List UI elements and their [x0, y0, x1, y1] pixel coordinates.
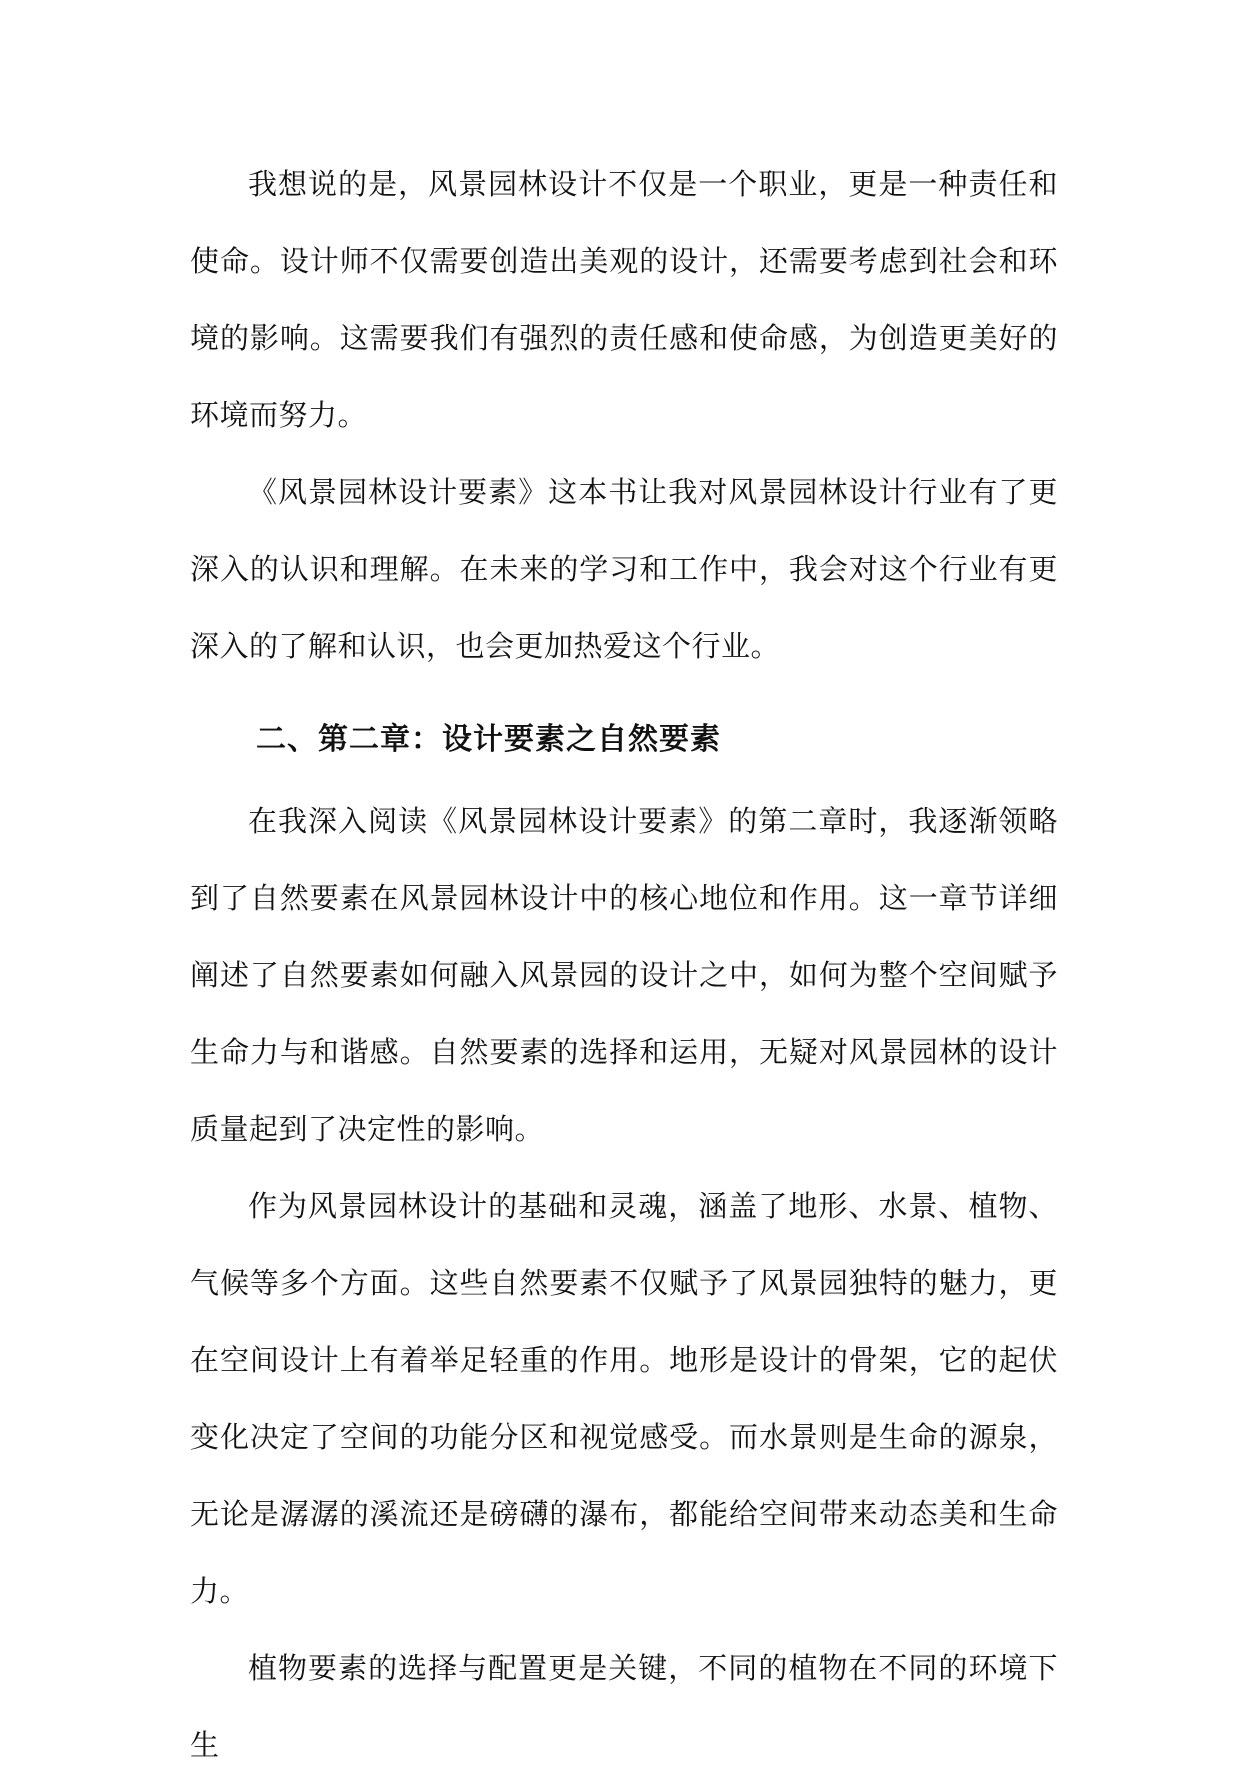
- section-heading: 二、第二章：设计要素之自然要素: [256, 722, 721, 757]
- paragraph-natural-elements: 作为风景园林设计的基础和灵魂，涵盖了地形、水景、植物、气候等多个方面。这些自然要素不仅赋予了风景园独特的魅力，更在空间设计上有着举足轻重的作用。地形是设计的骨架，它的起伏变化决定了空间的功能分区和视觉感受。而水景则是生命的源泉，无论是潺潺的溪流还是磅礴的瀑布，都能给空间带来动态美和生命力。: [190, 1189, 1058, 1608]
- paragraph-responsibility: 我想说的是，风景园林设计不仅是一个职业，更是一种责任和使命。设计师不仅需要创造出美观的设计，还需要考虑到社会和环境的影响。这需要我们有强烈的责任感和使命感，为创造更美好的环境而努力。: [190, 167, 1058, 432]
- paragraph-plant-elements: 植物要素的选择与配置更是关键，不同的植物在不同的环境下生: [190, 1651, 1058, 1762]
- paragraph-book-reflection: 《风景园林设计要素》这本书让我对风景园林设计行业有了更深入的认识和理解。在未来的学习和工作中，我会对这个行业有更深入的了解和认识，也会更加热爱这个行业。: [190, 475, 1058, 663]
- document-body: [190, 146, 1058, 1784]
- paragraph-chapter-two-intro: 在我深入阅读《风景园林设计要素》的第二章时，我逐渐领略到了自然要素在风景园林设计中的核心地位和作用。这一章节详细阐述了自然要素如何融入风景园的设计之中，如何为整个空间赋予生命力与和谐感。自然要素的选择和运用，无疑对风景园林的设计质量起到了决定性的影响。: [190, 804, 1058, 1146]
